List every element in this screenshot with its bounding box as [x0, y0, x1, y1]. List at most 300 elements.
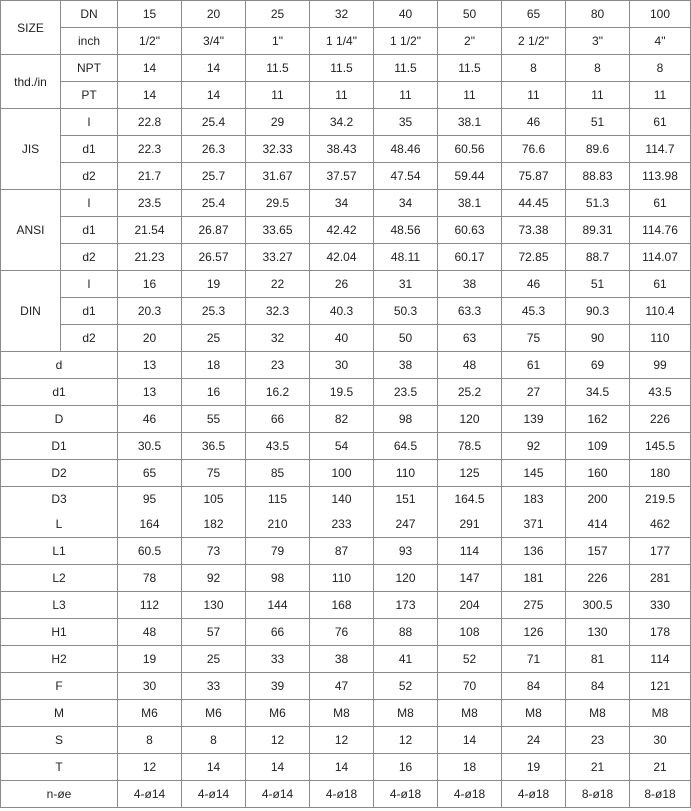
value-cell: 51.3: [566, 190, 630, 217]
ansi-row: [1, 244, 691, 271]
value-cell: 80: [566, 1, 630, 28]
value-cell: 125: [438, 460, 502, 487]
value-cell: 144: [246, 592, 310, 619]
stacked-value: 183: [523, 492, 544, 506]
value-cell: 178: [630, 619, 691, 646]
value-cell: 100: [310, 460, 374, 487]
value-cell: 4-ø18: [374, 781, 438, 808]
value-cell: 88: [374, 619, 438, 646]
value-cell: 114.76: [630, 217, 691, 244]
value-cell: 50.3: [374, 298, 438, 325]
stacked-value: 164.5: [454, 492, 485, 506]
value-cell: M8: [502, 700, 566, 727]
value-cell: 51: [566, 109, 630, 136]
stacked-value: 247: [395, 517, 416, 531]
value-cell: 11.5: [438, 55, 502, 82]
value-cell: 30: [630, 727, 691, 754]
value-cell: 38.1: [438, 109, 502, 136]
value-cell: 11: [566, 82, 630, 109]
value-cell: 14: [310, 754, 374, 781]
value-cell: [310, 487, 374, 538]
value-cell: 46: [118, 406, 182, 433]
value-cell: 48.46: [374, 136, 438, 163]
value-cell: 76: [310, 619, 374, 646]
value-cell: 38: [374, 352, 438, 379]
value-cell: 13: [118, 352, 182, 379]
value-cell: 8: [118, 727, 182, 754]
din-row: [1, 271, 691, 298]
value-cell: 21.54: [118, 217, 182, 244]
npt-label: NPT: [61, 55, 118, 82]
value-cell: 25.3: [182, 298, 246, 325]
value-cell: 70: [438, 673, 502, 700]
value-cell: 78.5: [438, 433, 502, 460]
value-cell: 38.43: [310, 136, 374, 163]
value-cell: 168: [310, 592, 374, 619]
value-cell: 130: [182, 592, 246, 619]
value-cell: M8: [566, 700, 630, 727]
value-cell: 14: [118, 55, 182, 82]
row-label: d1: [61, 217, 118, 244]
value-cell: 81: [566, 646, 630, 673]
value-cell: 275: [502, 592, 566, 619]
value-cell: 1 1/2": [374, 28, 438, 55]
value-cell: 26.87: [182, 217, 246, 244]
value-cell: 57: [182, 619, 246, 646]
value-cell: 3/4": [182, 28, 246, 55]
value-cell: 4-ø18: [438, 781, 502, 808]
value-cell: 121: [630, 673, 691, 700]
value-cell: 20.3: [118, 298, 182, 325]
value-cell: 40.3: [310, 298, 374, 325]
row-label: [1, 487, 118, 538]
size-group-label: SIZE: [1, 1, 61, 55]
dimension-row: [1, 538, 691, 565]
dimension-row: [1, 646, 691, 673]
value-cell: 114.7: [630, 136, 691, 163]
value-cell: 30: [118, 673, 182, 700]
value-cell: [246, 487, 310, 538]
value-cell: 33: [246, 646, 310, 673]
dimension-row: [1, 781, 691, 808]
value-cell: 22.8: [118, 109, 182, 136]
row-label: D2: [1, 460, 118, 487]
value-cell: 75: [182, 460, 246, 487]
value-cell: 72.85: [502, 244, 566, 271]
dimension-row: [1, 592, 691, 619]
value-cell: 4-ø14: [182, 781, 246, 808]
dimension-row: [1, 460, 691, 487]
value-cell: 31.67: [246, 163, 310, 190]
value-cell: 36.5: [182, 433, 246, 460]
value-cell: 4-ø14: [246, 781, 310, 808]
value-cell: 32: [246, 325, 310, 352]
stacked-value: 182: [203, 517, 224, 531]
row-label: d1: [61, 136, 118, 163]
value-cell: [374, 487, 438, 538]
value-cell: 33.65: [246, 217, 310, 244]
value-cell: 281: [630, 565, 691, 592]
row-label: n-øe: [1, 781, 118, 808]
value-cell: 65: [118, 460, 182, 487]
value-cell: 25.4: [182, 190, 246, 217]
value-cell: 16: [374, 754, 438, 781]
value-cell: 114.07: [630, 244, 691, 271]
value-cell: 63: [438, 325, 502, 352]
standard-group-label: ANSI: [1, 190, 61, 271]
stacked-value: 105: [203, 492, 224, 506]
value-cell: 99: [630, 352, 691, 379]
row-label: L2: [1, 565, 118, 592]
value-cell: 43.5: [630, 379, 691, 406]
value-cell: 21: [630, 754, 691, 781]
jis-row: [1, 109, 691, 136]
value-cell: 25.7: [182, 163, 246, 190]
value-cell: 19: [118, 646, 182, 673]
value-cell: 98: [246, 565, 310, 592]
value-cell: 25: [246, 1, 310, 28]
value-cell: 120: [374, 565, 438, 592]
value-cell: 73: [182, 538, 246, 565]
din-row: [1, 298, 691, 325]
d3-l-row: [1, 487, 691, 538]
size-inch-row: [1, 28, 691, 55]
value-cell: 65: [502, 1, 566, 28]
dimension-row: [1, 565, 691, 592]
value-cell: 22: [246, 271, 310, 298]
value-cell: 23.5: [374, 379, 438, 406]
value-cell: 31: [374, 271, 438, 298]
standard-group-label: JIS: [1, 109, 61, 190]
dimension-row: [1, 406, 691, 433]
value-cell: 37.57: [310, 163, 374, 190]
value-cell: 114: [630, 646, 691, 673]
dimension-row: [1, 727, 691, 754]
row-label: d2: [61, 163, 118, 190]
stacked-label: D3: [51, 492, 67, 506]
value-cell: 126: [502, 619, 566, 646]
value-cell: 100: [630, 1, 691, 28]
value-cell: 147: [438, 565, 502, 592]
value-cell: 88.7: [566, 244, 630, 271]
value-cell: 2 1/2": [502, 28, 566, 55]
value-cell: 66: [246, 619, 310, 646]
value-cell: [182, 487, 246, 538]
size-dn-row: [1, 1, 691, 28]
stacked-value: 200: [587, 492, 608, 506]
value-cell: 42.42: [310, 217, 374, 244]
value-cell: 226: [630, 406, 691, 433]
value-cell: 33.27: [246, 244, 310, 271]
value-cell: 47: [310, 673, 374, 700]
value-cell: 38.1: [438, 190, 502, 217]
row-label: d1: [61, 298, 118, 325]
value-cell: 33: [182, 673, 246, 700]
value-cell: 177: [630, 538, 691, 565]
value-cell: 40: [374, 1, 438, 28]
value-cell: 12: [310, 727, 374, 754]
standard-group-label: DIN: [1, 271, 61, 352]
stacked-value: 151: [395, 492, 416, 506]
value-cell: 14: [438, 727, 502, 754]
value-cell: 82: [310, 406, 374, 433]
dimension-row: [1, 379, 691, 406]
value-cell: 136: [502, 538, 566, 565]
value-cell: 92: [182, 565, 246, 592]
value-cell: 11: [630, 82, 691, 109]
value-cell: 38: [438, 271, 502, 298]
value-cell: M6: [182, 700, 246, 727]
value-cell: [502, 487, 566, 538]
value-cell: 52: [438, 646, 502, 673]
value-cell: 20: [118, 325, 182, 352]
value-cell: 63.3: [438, 298, 502, 325]
value-cell: [118, 487, 182, 538]
value-cell: 38: [310, 646, 374, 673]
value-cell: 89.31: [566, 217, 630, 244]
value-cell: 14: [118, 82, 182, 109]
value-cell: 21: [566, 754, 630, 781]
value-cell: 4-ø18: [502, 781, 566, 808]
value-cell: [630, 487, 691, 538]
value-cell: 173: [374, 592, 438, 619]
value-cell: 23.5: [118, 190, 182, 217]
dimension-row: [1, 673, 691, 700]
stacked-label: L: [55, 517, 63, 531]
value-cell: 40: [310, 325, 374, 352]
jis-row: [1, 163, 691, 190]
value-cell: 84: [502, 673, 566, 700]
row-label: l: [61, 271, 118, 298]
value-cell: 27: [502, 379, 566, 406]
value-cell: 181: [502, 565, 566, 592]
value-cell: 16: [118, 271, 182, 298]
value-cell: 34: [374, 190, 438, 217]
value-cell: 108: [438, 619, 502, 646]
value-cell: 43.5: [246, 433, 310, 460]
value-cell: 2": [438, 28, 502, 55]
value-cell: 8: [502, 55, 566, 82]
value-cell: 19: [182, 271, 246, 298]
row-label: L1: [1, 538, 118, 565]
row-label: L3: [1, 592, 118, 619]
dimension-row: [1, 754, 691, 781]
value-cell: 69: [566, 352, 630, 379]
stacked-value: 95: [142, 492, 157, 506]
pt-label: PT: [61, 82, 118, 109]
ansi-row: [1, 190, 691, 217]
value-cell: 32.33: [246, 136, 310, 163]
value-cell: 4-ø14: [118, 781, 182, 808]
value-cell: 34.5: [566, 379, 630, 406]
value-cell: 48: [438, 352, 502, 379]
value-cell: 61: [502, 352, 566, 379]
value-cell: 110: [630, 325, 691, 352]
value-cell: 8-ø18: [630, 781, 691, 808]
value-cell: 18: [182, 352, 246, 379]
row-label: d2: [61, 244, 118, 271]
row-label: H2: [1, 646, 118, 673]
dimension-row: [1, 433, 691, 460]
dimension-row: [1, 352, 691, 379]
value-cell: 110.4: [630, 298, 691, 325]
value-cell: 11.5: [246, 55, 310, 82]
value-cell: 14: [246, 754, 310, 781]
value-cell: 50: [438, 1, 502, 28]
value-cell: 32.3: [246, 298, 310, 325]
stacked-value: 140: [331, 492, 352, 506]
value-cell: 87: [310, 538, 374, 565]
value-cell: M6: [118, 700, 182, 727]
value-cell: 48: [118, 619, 182, 646]
value-cell: 16.2: [246, 379, 310, 406]
value-cell: 59.44: [438, 163, 502, 190]
value-cell: 300.5: [566, 592, 630, 619]
value-cell: 8: [566, 55, 630, 82]
value-cell: 34.2: [310, 109, 374, 136]
value-cell: 21.7: [118, 163, 182, 190]
ansi-row: [1, 217, 691, 244]
value-cell: 89.6: [566, 136, 630, 163]
value-cell: M8: [438, 700, 502, 727]
row-label: T: [1, 754, 118, 781]
value-cell: 162: [566, 406, 630, 433]
value-cell: 75: [502, 325, 566, 352]
value-cell: 21.23: [118, 244, 182, 271]
din-row: [1, 325, 691, 352]
value-cell: 47.54: [374, 163, 438, 190]
value-cell: 98: [374, 406, 438, 433]
value-cell: 46: [502, 271, 566, 298]
value-cell: 8: [182, 727, 246, 754]
value-cell: 22.3: [118, 136, 182, 163]
value-cell: 120: [438, 406, 502, 433]
value-cell: 84: [566, 673, 630, 700]
value-cell: 54: [310, 433, 374, 460]
value-cell: 19: [502, 754, 566, 781]
value-cell: 8: [630, 55, 691, 82]
value-cell: 14: [182, 754, 246, 781]
value-cell: 42.04: [310, 244, 374, 271]
value-cell: 139: [502, 406, 566, 433]
row-label: H1: [1, 619, 118, 646]
row-label: F: [1, 673, 118, 700]
value-cell: 30.5: [118, 433, 182, 460]
value-cell: 52: [374, 673, 438, 700]
value-cell: 26.57: [182, 244, 246, 271]
row-label: d: [1, 352, 118, 379]
value-cell: 12: [374, 727, 438, 754]
value-cell: 23: [566, 727, 630, 754]
value-cell: 12: [118, 754, 182, 781]
value-cell: 29: [246, 109, 310, 136]
value-cell: 90.3: [566, 298, 630, 325]
value-cell: 50: [374, 325, 438, 352]
stacked-value: 115: [267, 492, 288, 506]
value-cell: 110: [374, 460, 438, 487]
value-cell: 61: [630, 271, 691, 298]
value-cell: 92: [502, 433, 566, 460]
value-cell: 60.56: [438, 136, 502, 163]
inch-label: inch: [61, 28, 118, 55]
value-cell: 75.87: [502, 163, 566, 190]
value-cell: 11: [438, 82, 502, 109]
value-cell: 330: [630, 592, 691, 619]
stacked-value: 371: [523, 517, 544, 531]
value-cell: 34: [310, 190, 374, 217]
value-cell: 44.45: [502, 190, 566, 217]
value-cell: 11: [374, 82, 438, 109]
value-cell: 145.5: [630, 433, 691, 460]
value-cell: 145: [502, 460, 566, 487]
value-cell: 113.98: [630, 163, 691, 190]
stacked-value: 164: [139, 517, 160, 531]
stacked-value: 219.5: [644, 492, 676, 506]
thd-pt-row: [1, 82, 691, 109]
row-label: D: [1, 406, 118, 433]
value-cell: 3": [566, 28, 630, 55]
value-cell: 32: [310, 1, 374, 28]
row-label: S: [1, 727, 118, 754]
value-cell: 130: [566, 619, 630, 646]
value-cell: 25: [182, 325, 246, 352]
value-cell: 73.38: [502, 217, 566, 244]
value-cell: 204: [438, 592, 502, 619]
value-cell: M8: [630, 700, 691, 727]
row-label: D1: [1, 433, 118, 460]
row-label: l: [61, 109, 118, 136]
row-label: l: [61, 190, 118, 217]
value-cell: 16: [182, 379, 246, 406]
jis-row: [1, 136, 691, 163]
dimension-row: [1, 619, 691, 646]
value-cell: 55: [182, 406, 246, 433]
stacked-value: 462: [649, 517, 671, 531]
value-cell: 23: [246, 352, 310, 379]
thd-npt-row: [1, 55, 691, 82]
value-cell: 66: [246, 406, 310, 433]
value-cell: [438, 487, 502, 538]
value-cell: 12: [246, 727, 310, 754]
value-cell: 11.5: [310, 55, 374, 82]
value-cell: 41: [374, 646, 438, 673]
value-cell: 71: [502, 646, 566, 673]
value-cell: 61: [630, 109, 691, 136]
value-cell: 61: [630, 190, 691, 217]
value-cell: 26.3: [182, 136, 246, 163]
dimension-row: [1, 700, 691, 727]
stacked-value: 291: [459, 517, 480, 531]
row-label: M: [1, 700, 118, 727]
value-cell: 51: [566, 271, 630, 298]
value-cell: 93: [374, 538, 438, 565]
value-cell: 110: [310, 565, 374, 592]
value-cell: 39: [246, 673, 310, 700]
value-cell: 64.5: [374, 433, 438, 460]
value-cell: 180: [630, 460, 691, 487]
value-cell: 4-ø18: [310, 781, 374, 808]
value-cell: 114: [438, 538, 502, 565]
value-cell: 14: [182, 82, 246, 109]
value-cell: 60.17: [438, 244, 502, 271]
row-label: d1: [1, 379, 118, 406]
value-cell: 112: [118, 592, 182, 619]
value-cell: 1": [246, 28, 310, 55]
dn-label: DN: [61, 1, 118, 28]
thread-group-label: thd./in: [1, 55, 61, 109]
value-cell: 25.4: [182, 109, 246, 136]
stacked-value: 210: [267, 517, 288, 531]
